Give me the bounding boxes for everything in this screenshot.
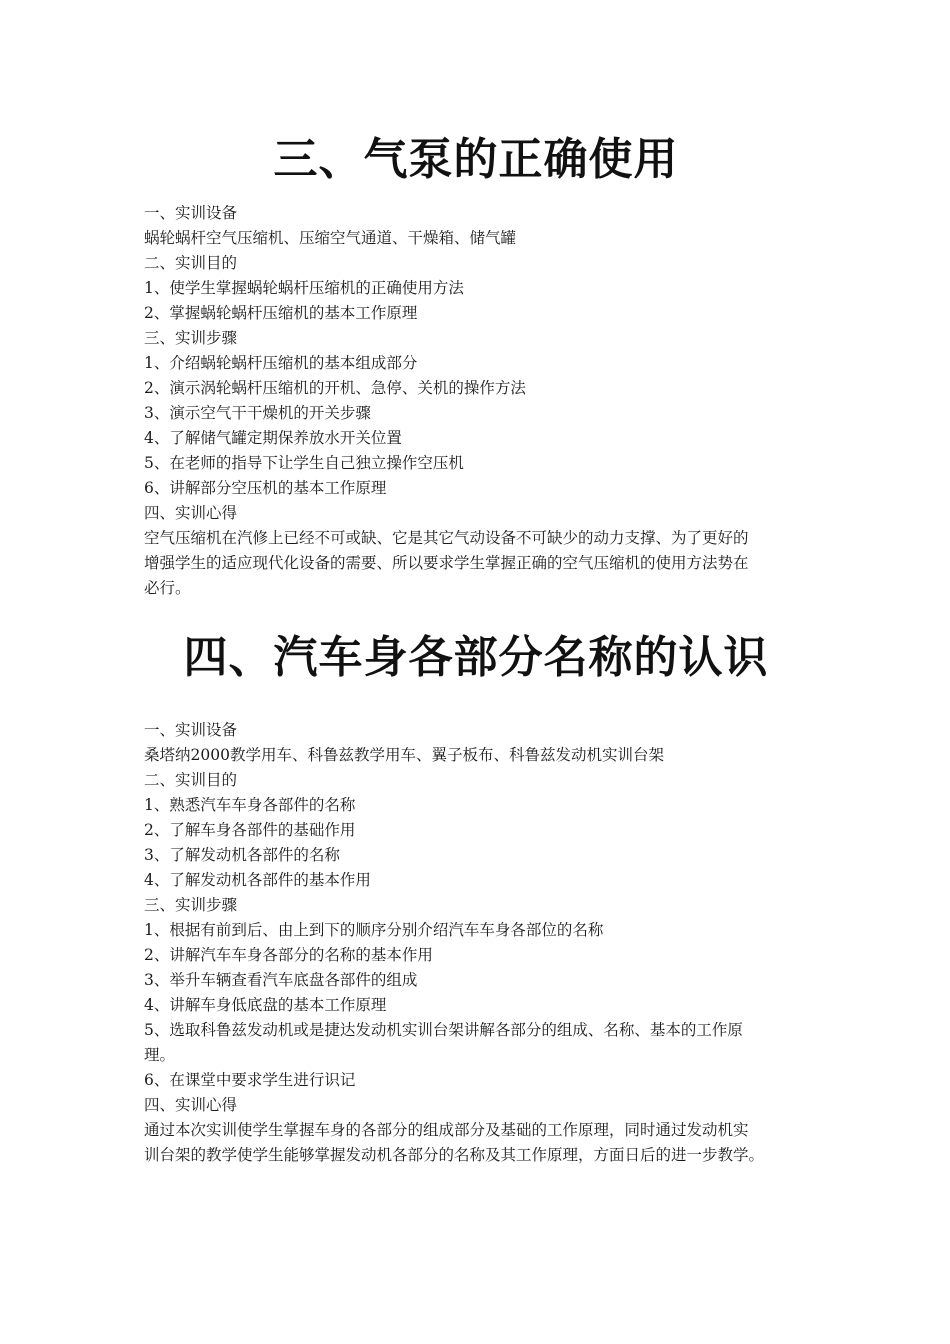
step-item: 2、演示涡轮蜗杆压缩机的开机、急停、关机的操作方法 [144, 379, 526, 397]
step-item: 6、在课堂中要求学生进行识记 [144, 1071, 356, 1089]
reflection-text-line: 训台架的教学使学生能够掌握发动机各部分的名称及其工作原理，方面日后的进一步教学。 [144, 1146, 765, 1164]
heading-steps: 三、实训步骤 [144, 329, 238, 347]
purpose-item: 3、了解发动机各部件的名称 [144, 846, 340, 864]
step-item: 2、讲解汽车车身各部分的名称的基本作用 [144, 946, 433, 964]
heading-reflection: 四、实训心得 [144, 504, 238, 522]
step-item: 1、根据有前到后、由上到下的顺序分别介绍汽车车身各部位的名称 [144, 921, 604, 939]
section-title: 三、气泵的正确使用 [273, 134, 679, 185]
section-body [144, 201, 808, 601]
purpose-item: 1、熟悉汽车车身各部件的名称 [144, 796, 356, 814]
step-item: 5、在老师的指导下让学生自己独立操作空压机 [144, 454, 464, 472]
purpose-item: 2、了解车身各部件的基础作用 [144, 821, 356, 839]
step-item: 3、举升车辆查看汽车底盘各部件的组成 [144, 971, 418, 989]
equipment-text: 桑塔纳2000教学用车、科鲁兹教学用车、翼子板布、科鲁兹发动机实训台架 [144, 746, 664, 764]
step-item: 5、选取科鲁兹发动机或是捷达发动机实训台架讲解各部分的组成、名称、基本的工作原 [144, 1021, 743, 1039]
purpose-item: 2、掌握蜗轮蜗杆压缩机的基本工作原理 [144, 304, 418, 322]
equipment-text: 蜗轮蜗杆空气压缩机、压缩空气通道、干燥箱、储气罐 [144, 229, 517, 247]
step-item: 4、了解储气罐定期保养放水开关位置 [144, 429, 402, 447]
step-item: 4、讲解车身低底盘的基本工作原理 [144, 996, 387, 1014]
section-air-pump [144, 132, 808, 601]
step-item-continued: 理。 [144, 1046, 176, 1064]
heading-equipment: 一、实训设备 [144, 204, 238, 222]
section-title: 四、汽车身各部分名称的认识 [183, 632, 769, 683]
heading-reflection: 四、实训心得 [144, 1096, 238, 1114]
heading-equipment: 一、实训设备 [144, 721, 238, 739]
reflection-text-line: 空气压缩机在汽修上已经不可或缺、它是其它气动设备不可缺少的动力支撑、为了更好的 [144, 529, 749, 547]
reflection-text-line: 必行。 [144, 579, 191, 597]
heading-purpose: 二、实训目的 [144, 771, 238, 789]
section-body [144, 718, 808, 1168]
step-item: 1、介绍蜗轮蜗杆压缩机的基本组成部分 [144, 354, 418, 372]
section-car-body [144, 630, 808, 1168]
reflection-text-line: 增强学生的适应现代化设备的需要、所以要求学生掌握正确的空气压缩机的使用方法势在 [144, 554, 749, 572]
step-item: 6、讲解部分空压机的基本工作原理 [144, 479, 387, 497]
purpose-item: 4、了解发动机各部件的基本作用 [144, 871, 371, 889]
heading-steps: 三、实训步骤 [144, 896, 238, 914]
reflection-text-line: 通过本次实训使学生掌握车身的各部分的组成部分及基础的工作原理，同时通过发动机实 [144, 1121, 749, 1139]
purpose-item: 1、使学生掌握蜗轮蜗杆压缩机的正确使用方法 [144, 279, 464, 297]
step-item: 3、演示空气干干燥机的开关步骤 [144, 404, 371, 422]
heading-purpose: 二、实训目的 [144, 254, 238, 272]
